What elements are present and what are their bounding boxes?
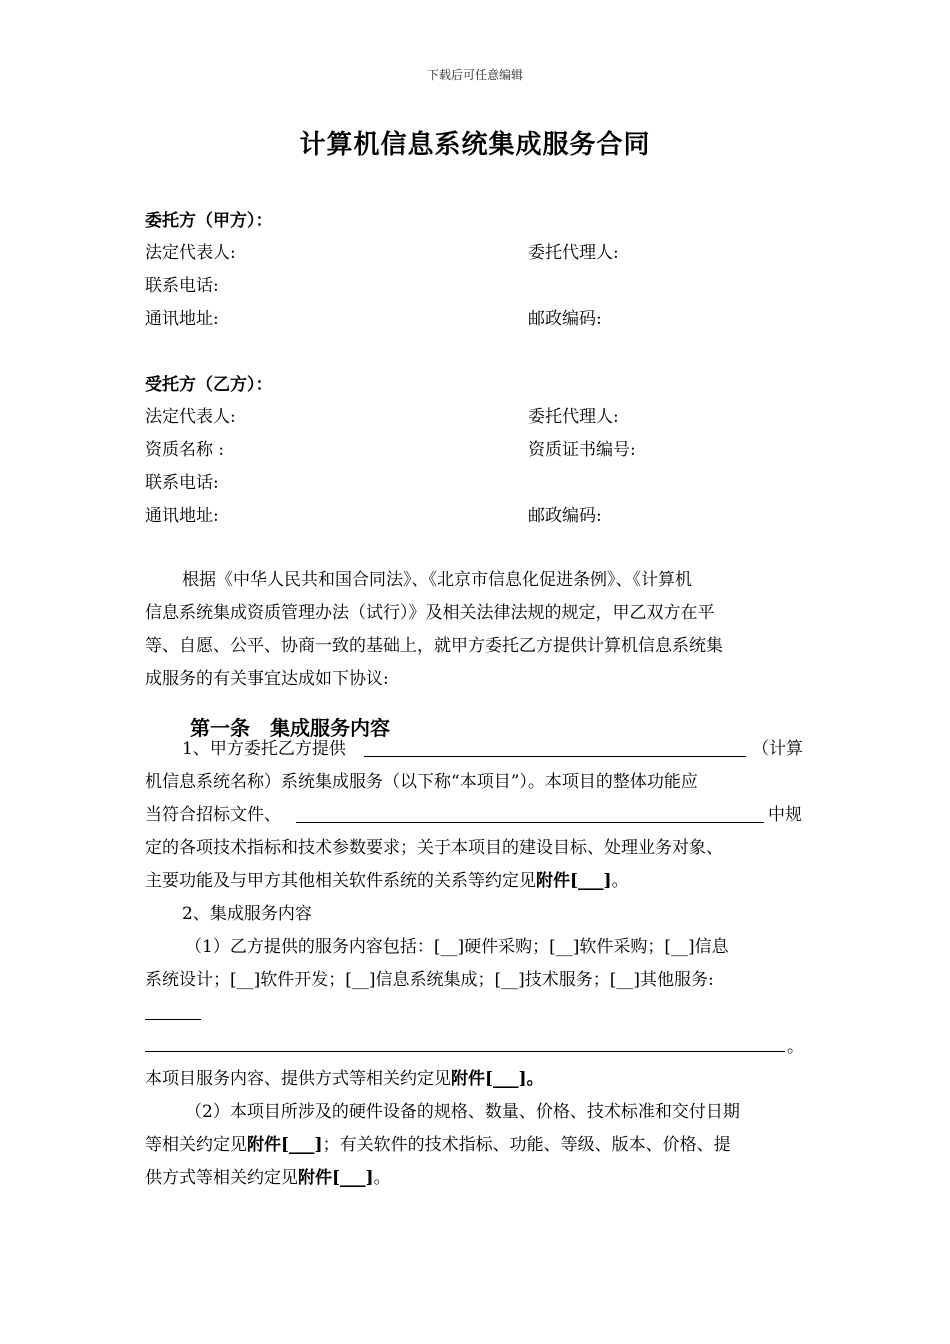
clause-2-2-line-1: （2）本项目所涉及的硬件设备的规格、数量、价格、技术标准和交付日期 bbox=[185, 1102, 740, 1122]
party-b-heading: 受托方（乙方）： bbox=[145, 375, 273, 395]
attachment-ref-2: 附件[___]。 bbox=[451, 1069, 544, 1089]
blank-other-service-1 bbox=[145, 1019, 201, 1020]
party-b-cert-no: 资质证书编号: bbox=[528, 440, 636, 460]
article-1-heading: 第一条 集成服务内容 bbox=[190, 716, 390, 740]
party-a-postcode: 邮政编码: bbox=[528, 309, 602, 329]
clause-1-line-3b: 中规 bbox=[768, 805, 802, 825]
clause-1-line-2: 机信息系统名称）系统集成服务（以下称“本项目”）。本项目的整体功能应 bbox=[145, 772, 698, 792]
attachment-ref-1: 附件[___] bbox=[536, 871, 612, 891]
preamble-line-4: 成服务的有关事宜达成如下协议: bbox=[145, 669, 389, 689]
preamble-line-1: 根据《中华人民共和国合同法》、《北京市信息化促进条例》、《计算机 bbox=[182, 570, 692, 590]
clause-1-start: 1、甲方委托乙方提供 bbox=[182, 739, 346, 759]
clause-2-2-line-3 bbox=[145, 1167, 391, 1189]
party-b-qual-name: 资质名称 : bbox=[145, 440, 225, 460]
header-note: 下载后可任意编辑 bbox=[426, 68, 523, 82]
attachment-ref-4: 附件[___] bbox=[298, 1168, 374, 1188]
party-b-phone: 联系电话: bbox=[145, 473, 219, 493]
blank-other-service-2 bbox=[145, 1051, 785, 1052]
clause-2-1-line-2: 系统设计；[__]软件开发；[__]信息系统集成；[__]技术服务；[__]其他服务: bbox=[145, 970, 714, 990]
clause-2-1-line-1: （1）乙方提供的服务内容包括：[__]硬件采购；[__]软件采购；[__]信息 bbox=[185, 937, 729, 957]
clause-1-line-5a: 主要功能及与甲方其他相关软件系统的关系等约定见 bbox=[145, 871, 536, 891]
party-a-phone: 联系电话: bbox=[145, 276, 219, 296]
clause-1-line-4: 定的各项技术指标和技术参数要求；关于本项目的建设目标、处理业务对象、 bbox=[145, 838, 723, 858]
clause-1-end: （计算 bbox=[752, 739, 803, 759]
clause-1-line-3a: 当符合招标文件、 bbox=[145, 805, 281, 825]
party-b-legal-rep: 法定代表人: bbox=[145, 407, 236, 427]
clause-1-line-5 bbox=[145, 870, 629, 892]
clause-2-2-line-3a: 供方式等相关约定见 bbox=[145, 1168, 298, 1188]
blank-system-name bbox=[364, 756, 746, 757]
clause-2-2-line-2a: 等相关约定见 bbox=[145, 1135, 247, 1155]
document-title: 计算机信息系统集成服务合同 bbox=[299, 130, 651, 160]
clause-2-1-end: 。 bbox=[787, 1037, 804, 1057]
blank-document-name bbox=[296, 822, 764, 823]
attachment-ref-3: 附件[___] bbox=[247, 1135, 323, 1155]
clause-1-line-5c: 。 bbox=[611, 871, 629, 891]
preamble-line-2: 信息系统集成资质管理办法（试行）》及相关法律法规的规定，甲乙双方在平 bbox=[145, 603, 715, 623]
party-a-legal-rep: 法定代表人: bbox=[145, 243, 236, 263]
party-b-agent: 委托代理人: bbox=[528, 407, 619, 427]
clause-2-2-line-2c: ；有关软件的技术指标、功能、等级、版本、价格、提 bbox=[322, 1135, 731, 1155]
party-b-address: 通讯地址: bbox=[145, 506, 219, 526]
preamble-line-3: 等、自愿、公平、协商一致的基础上，就甲方委托乙方提供计算机信息系统集 bbox=[145, 636, 723, 656]
clause-2-1-line-4a: 本项目服务内容、提供方式等相关约定见 bbox=[145, 1069, 451, 1089]
party-a-agent: 委托代理人: bbox=[528, 243, 619, 263]
clause-2-1-line-4 bbox=[145, 1068, 544, 1090]
clause-2-heading: 2、集成服务内容 bbox=[182, 904, 312, 924]
party-a-heading: 委托方（甲方）： bbox=[145, 211, 273, 231]
party-b-postcode: 邮政编码: bbox=[528, 506, 602, 526]
clause-2-2-line-2 bbox=[145, 1134, 731, 1156]
party-a-address: 通讯地址: bbox=[145, 309, 219, 329]
clause-2-2-line-3c: 。 bbox=[373, 1168, 391, 1188]
